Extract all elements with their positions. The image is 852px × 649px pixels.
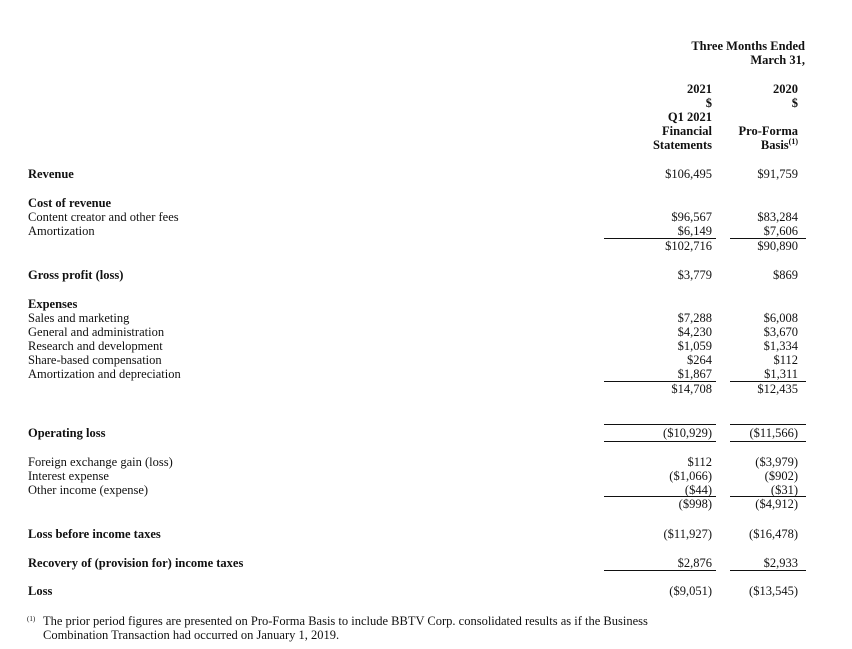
col2-year: 2020	[773, 82, 798, 96]
col2-footnote-mark: (1)	[788, 136, 798, 146]
interest-label: Interest expense	[28, 469, 109, 483]
research-dev-c2: $1,334	[763, 339, 798, 353]
taxes-c2: $2,933	[763, 556, 798, 570]
other-income-label: Other income (expense)	[28, 483, 149, 497]
col2-line2: Basis	[760, 138, 789, 152]
research-dev-label: Research and development	[28, 339, 163, 353]
revenue-c2: $91,759	[757, 167, 798, 181]
footnote-mark: (1)	[27, 615, 36, 623]
amort-dep-c1: $1,867	[677, 367, 712, 381]
general-admin-c1: $4,230	[677, 325, 712, 339]
other-income-c1: ($44)	[684, 483, 712, 497]
share-based-c2: $112	[773, 353, 798, 367]
operating-loss-label: Operating loss	[28, 426, 106, 440]
header-period: Three Months Ended	[691, 39, 805, 53]
operating-rule-top-c2	[730, 424, 806, 425]
col1-line1: Q1 2021	[667, 110, 712, 124]
interest-c2: ($902)	[764, 469, 798, 483]
cost-header: Cost of revenue	[28, 196, 112, 210]
other-total-c2: ($4,912)	[755, 497, 798, 511]
expenses-total-c2: $12,435	[757, 382, 798, 396]
footnote-line1: The prior period figures are presented on Pro-Forma Basis to include BBTV Corp. consolidated results as if the Business	[43, 614, 648, 628]
other-income-c2: ($31)	[770, 483, 798, 497]
operating-rule-bottom-c2	[730, 441, 806, 442]
operating-rule-bottom-c1	[604, 441, 716, 442]
operating-loss-c1: ($10,929)	[663, 426, 712, 440]
fx-gain-c2: ($3,979)	[755, 455, 798, 469]
cost-total-c1: $102,716	[665, 239, 712, 253]
col2-line1: Pro-Forma	[738, 124, 798, 138]
sales-marketing-label: Sales and marketing	[28, 311, 130, 325]
amortization-label: Amortization	[28, 224, 95, 238]
gross-profit-label: Gross profit (loss)	[28, 268, 124, 282]
expenses-total-c1: $14,708	[671, 382, 712, 396]
operating-rule-top-c1	[604, 424, 716, 425]
expenses-header: Expenses	[28, 297, 78, 311]
gross-profit-c1: $3,779	[677, 268, 712, 282]
sales-marketing-c1: $7,288	[677, 311, 712, 325]
cost-total-c2: $90,890	[757, 239, 798, 253]
fx-gain-label: Foreign exchange gain (loss)	[28, 455, 173, 469]
amort-dep-c2: $1,311	[764, 367, 798, 381]
loss-before-tax-c1: ($11,927)	[663, 527, 712, 541]
loss-label: Loss	[28, 584, 53, 598]
amortization-c2: $7,606	[763, 224, 798, 238]
other-total-c1: ($998)	[678, 497, 712, 511]
general-admin-c2: $3,670	[763, 325, 798, 339]
fx-gain-c1: $112	[687, 455, 712, 469]
amort-dep-label: Amortization and depreciation	[28, 367, 181, 381]
interest-c1: ($1,066)	[669, 469, 712, 483]
sales-marketing-c2: $6,008	[763, 311, 798, 325]
col1-currency: $	[705, 96, 712, 110]
content-fees-c2: $83,284	[757, 210, 798, 224]
header-date: March 31,	[750, 53, 805, 67]
share-based-c1: $264	[687, 353, 712, 367]
operating-loss-c2: ($11,566)	[749, 426, 798, 440]
col2-currency: $	[791, 96, 798, 110]
taxes-label: Recovery of (provision for) income taxes	[28, 556, 244, 570]
research-dev-c1: $1,059	[677, 339, 712, 353]
taxes-c1: $2,876	[677, 556, 712, 570]
loss-c1: ($9,051)	[669, 584, 712, 598]
loss-before-tax-label: Loss before income taxes	[28, 527, 161, 541]
col1-year: 2021	[687, 82, 712, 96]
gross-profit-c2: $869	[773, 268, 798, 282]
content-fees-c1: $96,567	[671, 210, 712, 224]
amortization-c1: $6,149	[677, 224, 712, 238]
taxes-rule-c1	[604, 570, 716, 571]
loss-before-tax-c2: ($16,478)	[749, 527, 798, 541]
taxes-rule-c2	[730, 570, 806, 571]
col2-line2-wrap	[761, 138, 798, 152]
footnote-line2: Combination Transaction had occurred on January 1, 2019.	[43, 628, 340, 642]
content-fees-label: Content creator and other fees	[28, 210, 179, 224]
col1-line3: Statements	[652, 138, 712, 152]
loss-c2: ($13,545)	[749, 584, 798, 598]
share-based-label: Share-based compensation	[28, 353, 162, 367]
revenue-c1: $106,495	[665, 167, 712, 181]
col1-line2: Financial	[661, 124, 712, 138]
general-admin-label: General and administration	[28, 325, 165, 339]
revenue-label: Revenue	[28, 167, 74, 181]
